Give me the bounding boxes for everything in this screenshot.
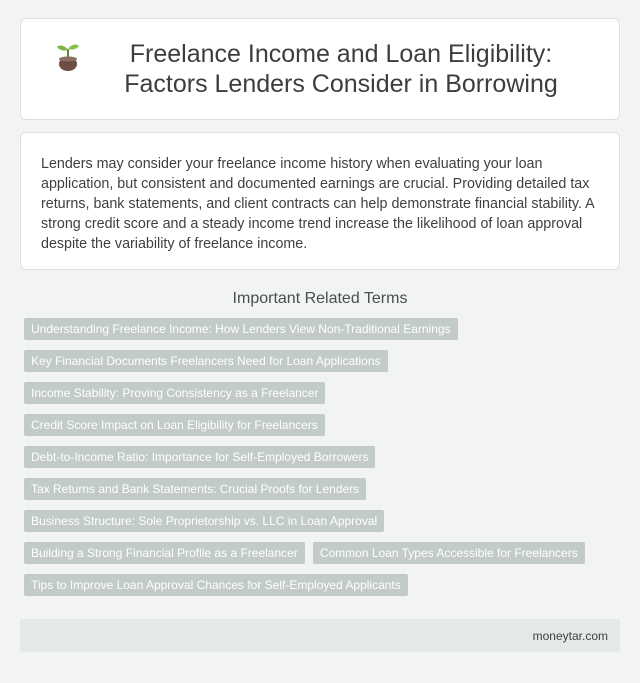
footer-site-link[interactable]: moneytar.com: [532, 628, 608, 643]
related-terms-section: [20, 290, 620, 596]
term-tag[interactable]: Building a Strong Financial Profile as a Freelancer: [24, 542, 305, 564]
term-tag[interactable]: Income Stability: Proving Consistency as a Freelancer: [24, 382, 325, 404]
sprout-icon: [54, 41, 82, 71]
related-terms-list: [20, 318, 620, 596]
term-tag[interactable]: Tips to Improve Loan Approval Chances for Self-Employed Applicants: [24, 574, 408, 596]
summary-card: [20, 132, 620, 270]
term-tag[interactable]: Common Loan Types Accessible for Freelancers: [313, 542, 585, 564]
term-tag[interactable]: Debt-to-Income Ratio: Importance for Self-Employed Borrowers: [24, 446, 375, 468]
title-card: [20, 18, 620, 120]
term-tag[interactable]: Key Financial Documents Freelancers Need for Loan Applications: [24, 350, 388, 372]
page-title: Freelance Income and Loan Eligibility: Factors Lenders Consider in Borrowing: [124, 40, 558, 98]
title-wrap: [54, 39, 586, 99]
related-terms-heading: Important Related Terms: [232, 290, 408, 307]
term-tag[interactable]: Business Structure: Sole Proprietorship vs. LLC in Loan Approval: [24, 510, 384, 532]
term-tag[interactable]: Tax Returns and Bank Statements: Crucial Proofs for Lenders: [24, 478, 366, 500]
footer: [20, 619, 620, 652]
summary-text: Lenders may consider your freelance income history when evaluating your loan application, but consistent and documented earnings are crucial. Providing detailed tax returns, bank statements, and client contracts can help demonstrate financial stability. A strong credit score and a steady income trend increase the likelihood of loan approval despite the variability of freelance income.: [41, 156, 594, 252]
term-tag[interactable]: Understanding Freelance Income: How Lenders View Non-Traditional Earnings: [24, 318, 458, 340]
term-tag[interactable]: Credit Score Impact on Loan Eligibility for Freelancers: [24, 414, 325, 436]
